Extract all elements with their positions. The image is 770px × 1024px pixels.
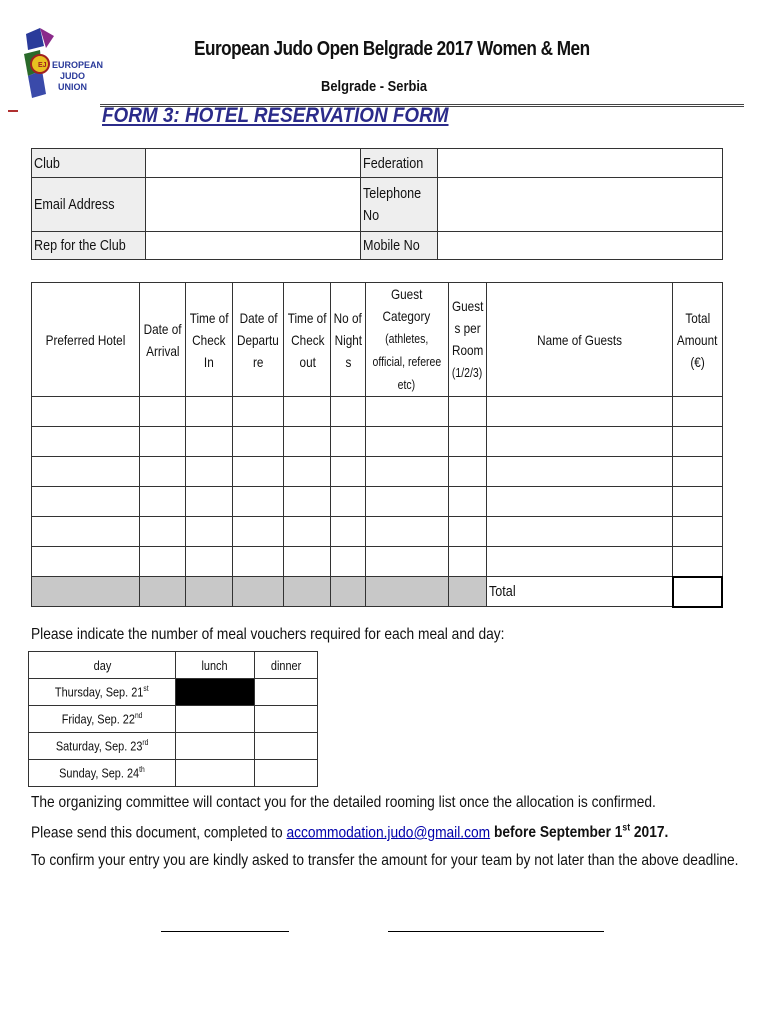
page-title: European Judo Open Belgrade 2017 Women & Men xyxy=(194,38,590,60)
col-guests-per-room: Guest s per Room (1/2/3) xyxy=(448,283,486,397)
meal-day: Saturday, Sep. 23rd xyxy=(29,733,176,760)
club-label: Club xyxy=(32,149,146,178)
col-nights: No of Night s xyxy=(331,283,365,397)
table-row[interactable] xyxy=(32,547,723,577)
lunch-field[interactable] xyxy=(176,706,255,733)
mobile-label: Mobile No xyxy=(361,232,438,260)
table-row[interactable] xyxy=(32,427,723,457)
signature-line-right xyxy=(388,931,604,932)
meal-row xyxy=(29,760,318,787)
meal-instructions: Please indicate the number of meal vouchers required for each meal and day: xyxy=(31,626,505,643)
lunch-field[interactable] xyxy=(176,733,255,760)
meal-row xyxy=(29,679,318,706)
dinner-field[interactable] xyxy=(255,733,318,760)
meal-row xyxy=(29,706,318,733)
table-row[interactable] xyxy=(32,487,723,517)
rep-label: Rep for the Club xyxy=(32,232,146,260)
telephone-field[interactable] xyxy=(438,178,723,232)
col-date-arrival: Date of Arrival xyxy=(140,283,186,397)
telephone-label: Telephone No xyxy=(361,178,438,232)
mobile-field[interactable] xyxy=(438,232,723,260)
col-time-checkin: Time of Check In xyxy=(186,283,233,397)
col-date-departure: Date of Departu re xyxy=(233,283,284,397)
note-send-document: Please send this document, completed to accommodation.judo@gmail.com before September 1st 2017. xyxy=(31,823,669,842)
note-rooming: The organizing committee will contact you for the detailed rooming list once the allocation is confirmed. xyxy=(31,794,656,811)
dinner-field[interactable] xyxy=(255,706,318,733)
col-time-checkout: Time of Check out xyxy=(284,283,331,397)
federation-field[interactable] xyxy=(438,149,723,178)
meal-row xyxy=(29,733,318,760)
meal-day: Sunday, Sep. 24th xyxy=(29,760,176,787)
total-label: Total xyxy=(487,577,673,607)
total-row xyxy=(32,577,723,607)
dinner-field[interactable] xyxy=(255,760,318,787)
meal-day: Friday, Sep. 22nd xyxy=(29,706,176,733)
svg-text:UNION: UNION xyxy=(58,82,87,92)
club-field[interactable] xyxy=(146,149,361,178)
rep-field[interactable] xyxy=(146,232,361,260)
col-total-amount: Total Amount (€) xyxy=(673,283,722,397)
email-link[interactable]: accommodation.judo@gmail.com xyxy=(286,824,491,842)
col-preferred-hotel: Preferred Hotel xyxy=(32,283,140,397)
lunch-field-blocked xyxy=(176,679,255,706)
col-dinner: dinner xyxy=(255,652,318,679)
col-day: day xyxy=(29,652,176,679)
svg-text:EUROPEAN: EUROPEAN xyxy=(52,60,104,70)
header-divider-left xyxy=(8,110,18,112)
meal-voucher-table xyxy=(28,651,318,787)
col-name-guests: Name of Guests xyxy=(487,283,673,397)
svg-text:EJ: EJ xyxy=(38,62,47,69)
table-row[interactable] xyxy=(32,457,723,487)
note-payment: To confirm your entry you are kindly asked to transfer the amount for your team by not later than the above deadline. xyxy=(31,852,739,869)
table-row[interactable] xyxy=(32,397,723,427)
lunch-field[interactable] xyxy=(176,760,255,787)
email-label: Email Address xyxy=(32,178,146,232)
total-amount-field[interactable] xyxy=(673,577,722,607)
col-lunch: lunch xyxy=(176,652,255,679)
signature-line-left xyxy=(161,931,289,932)
meal-day: Thursday, Sep. 21st xyxy=(29,679,176,706)
dinner-field[interactable] xyxy=(255,679,318,706)
col-guest-category: Guest Category (athletes, official, referee etc) xyxy=(365,283,448,397)
email-field[interactable] xyxy=(146,178,361,232)
svg-text:JUDO: JUDO xyxy=(60,71,86,81)
club-info-table xyxy=(31,148,723,260)
page-subtitle: Belgrade - Serbia xyxy=(321,78,428,95)
hotel-reservation-table xyxy=(31,282,723,608)
european-judo-union-logo xyxy=(20,24,104,104)
federation-label: Federation xyxy=(361,149,438,178)
table-row[interactable] xyxy=(32,517,723,547)
form-title: FORM 3: HOTEL RESERVATION FORM xyxy=(102,104,449,127)
